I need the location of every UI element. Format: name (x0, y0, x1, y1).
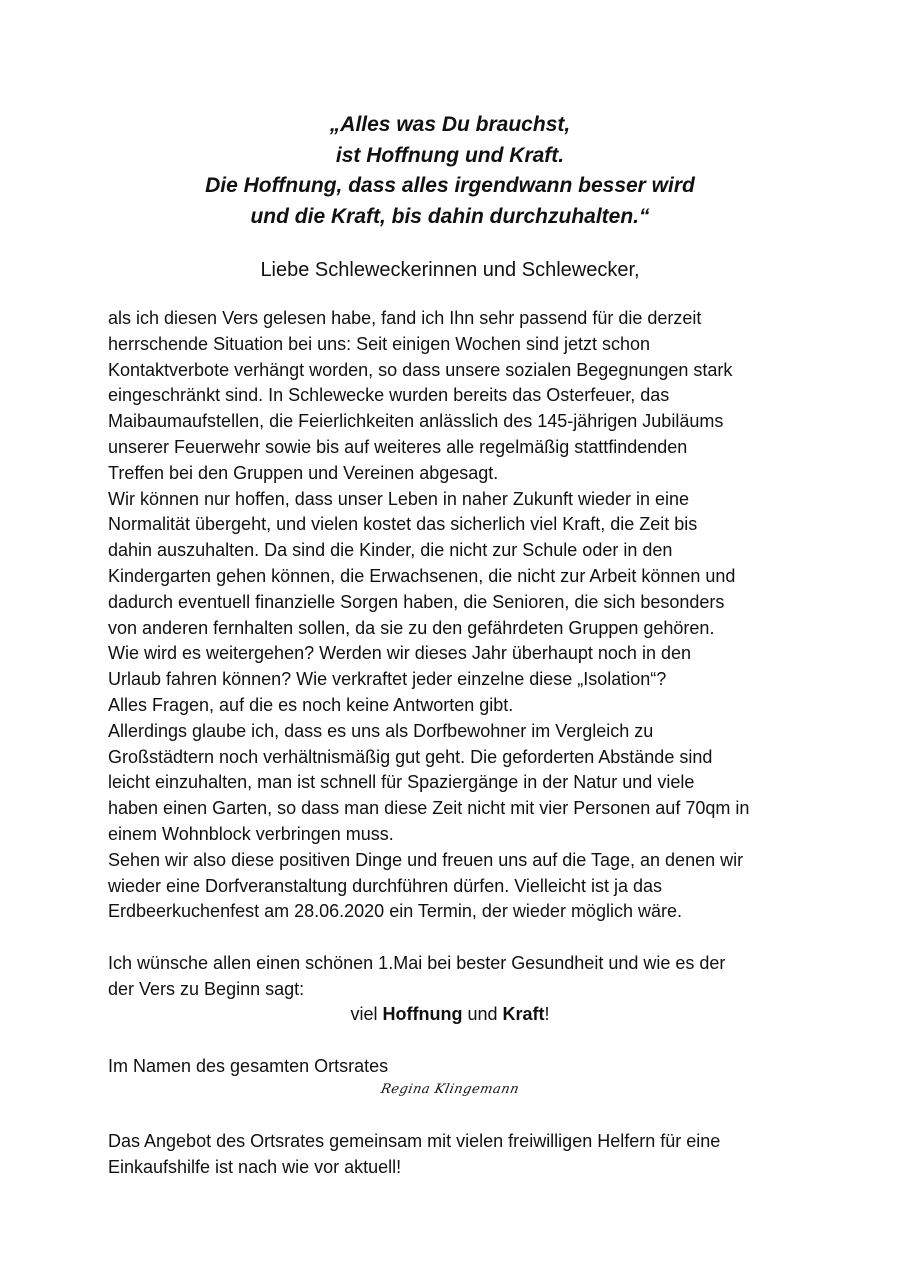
body-line: Maibaumaufstellen, die Feierlichkeiten anlässlich des 145-jährigen Jubiläums (108, 411, 724, 432)
body-line: leicht einzuhalten, man ist schnell für Spaziergänge in der Natur und viele (108, 772, 695, 793)
body-line: Urlaub fahren können? Wie verkraftet jeder einzelne diese „Isolation“? (108, 669, 667, 690)
council-signoff: Im Namen des gesamten Ortsrates (108, 1056, 389, 1076)
motto-line: Die Hoffnung, dass alles irgendwann besser wird (205, 174, 695, 197)
body-line: einem Wohnblock verbringen muss. (108, 823, 394, 844)
wish-paragraph (108, 951, 828, 1003)
closing-word-strength: Kraft (502, 1004, 545, 1024)
closing-line (0, 1002, 900, 1028)
closing-prefix: viel (350, 1004, 383, 1024)
body-line: Alles Fragen, auf die es noch keine Antworten gibt. (108, 694, 514, 715)
body-line: als ich diesen Vers gelesen habe, fand ich Ihn sehr passend für die derzeit (108, 308, 702, 328)
closing-word-hope: Hoffnung (382, 1004, 463, 1024)
body-line: Kontaktverbote verhängt worden, so dass unsere sozialen Begegnungen stark (108, 359, 733, 380)
wish-line: Ich wünsche allen einen schönen 1.Mai bei bester Gesundheit und wie es der (108, 953, 726, 973)
body-line: wieder eine Dorfveranstaltung durchführen dürfen. Vielleicht ist ja das (108, 875, 662, 896)
body-line: haben einen Garten, so dass man diese Zeit nicht mit vier Personen auf 70qm in (108, 798, 750, 819)
greeting: Liebe Schleweckerinnen und Schlewecker, (260, 259, 640, 281)
body-line: eingeschränkt sind. In Schlewecke wurden bereits das Osterfeuer, das (108, 385, 670, 406)
handwritten-signature: Regina Klingemann (379, 1082, 521, 1097)
body-line: Treffen bei den Gruppen und Vereinen abgesagt. (108, 462, 499, 483)
body-line: dahin auszuhalten. Da sind die Kinder, die nicht zur Schule oder in den (108, 540, 673, 561)
body-line: dadurch eventuell finanzielle Sorgen haben, die Senioren, die sich besonders (108, 591, 725, 612)
offer-line: Das Angebot des Ortsrates gemeinsam mit vielen freiwilligen Helfern für eine (108, 1131, 721, 1151)
body-line: herrschende Situation bei uns: Seit einigen Wochen sind jetzt schon (108, 333, 651, 354)
wish-line: der Vers zu Beginn sagt: (108, 978, 305, 999)
letter-body (108, 306, 828, 925)
body-line: Normalität übergeht, und vielen kostet das sicherlich viel Kraft, die Zeit bis (108, 514, 698, 535)
motto-line: „Alles was Du brauchst, (329, 113, 571, 136)
closing-middle: und (462, 1004, 503, 1024)
motto-line: ist Hoffnung und Kraft. (335, 143, 565, 167)
body-line: Kindergarten gehen können, die Erwachsenen, die nicht zur Arbeit können und (108, 565, 736, 586)
body-line: Sehen wir also diese positiven Dinge und freuen uns auf die Tage, an denen wir (108, 849, 744, 870)
body-line: Allerdings glaube ich, dass es uns als Dorfbewohner im Vergleich zu (108, 720, 654, 741)
body-line: unserer Feuerwehr sowie bis auf weiteres alle regelmäßig stattfindenden (108, 436, 688, 457)
body-line: von anderen fernhalten sollen, da sie zu den gefährdeten Gruppen gehören. (108, 617, 715, 638)
body-line: Wir können nur hoffen, dass unser Leben in naher Zukunft wieder in eine (108, 488, 690, 509)
body-line: Großstädtern noch verhältnismäßig gut geht. Die geforderten Abstände sind (108, 746, 713, 767)
offer-line: Einkaufshilfe ist nach wie vor aktuell! (108, 1156, 402, 1177)
closing-suffix: ! (544, 1004, 550, 1024)
body-line: Erdbeerkuchenfest am 28.06.2020 ein Termin, der wieder möglich wäre. (108, 901, 682, 922)
body-line: Wie wird es weitergehen? Werden wir dieses Jahr überhaupt noch in den (108, 643, 691, 664)
offer-note (108, 1129, 720, 1181)
motto-quote (0, 110, 900, 232)
motto-line: und die Kraft, bis dahin durchzuhalten.“ (250, 204, 650, 228)
